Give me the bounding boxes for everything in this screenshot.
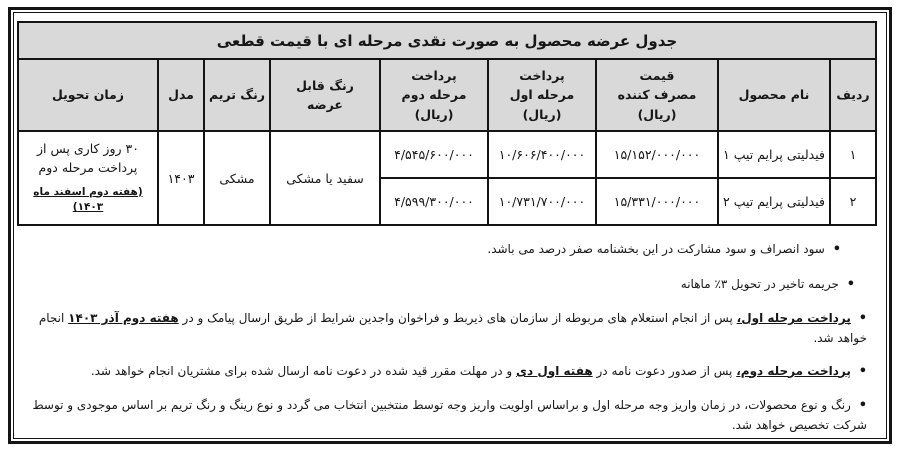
table-title: جدول عرضه محصول به صورت نقدی مرحله ای با قیمت قطعی [18, 22, 876, 59]
cell-second-payment-1: ۴/۵۴۵/۶۰۰/۰۰۰ [380, 131, 488, 178]
cell-product-name-1: فیدلیتی پرایم تیپ ۱ [718, 131, 830, 178]
note-item-second-payment [29, 362, 867, 382]
cell-row-number-2: ۲ [830, 178, 876, 225]
cell-trim-color: مشکی [204, 131, 270, 225]
bullet-icon: • [858, 398, 867, 413]
col-header-delivery-time: زمان تحویل [18, 59, 158, 131]
note-text-emphasis: پرداخت مرحله دوم، [736, 363, 851, 378]
note-item-color-allocation [29, 396, 867, 434]
col-header-row-number: ردیف [830, 59, 876, 131]
outer-frame [8, 7, 892, 444]
note-item-first-payment [29, 309, 867, 347]
delivery-time-text-line1: ۳۰ روز کاری پس از [37, 141, 139, 156]
cell-second-payment-2: ۴/۵۹۹/۳۰۰/۰۰۰ [380, 178, 488, 225]
col-header-consumer-price: قیمت مصرف کننده (ریال) [596, 59, 718, 131]
col-header-first-payment: پرداخت مرحله اول (ریال) [488, 59, 596, 131]
bullet-icon: • [832, 242, 841, 257]
bullet-icon: • [858, 311, 867, 326]
cell-model: ۱۴۰۳ [158, 131, 204, 225]
delivery-time-note: (هفته دوم اسفند ماه ۱۴۰۳) [33, 185, 143, 214]
col-header-available-color: رنگ قابل عرضه [270, 59, 380, 131]
cell-available-color: سفید یا مشکی [270, 131, 380, 225]
col-header-second-payment: پرداخت مرحله دوم (ریال) [380, 59, 488, 131]
col-header-product-name: نام محصول [718, 59, 830, 131]
cell-first-payment-2: ۱۰/۷۳۱/۷۰۰/۰۰۰ [488, 178, 596, 225]
cell-consumer-price-1: ۱۵/۱۵۲/۰۰۰/۰۰۰ [596, 131, 718, 178]
notes-section [23, 226, 877, 449]
note-text: سود انصراف و سود مشارکت در این بخشنامه صفر درصد می باشد. [487, 242, 825, 256]
note-item-cancellation-profit [29, 240, 841, 260]
note-item-delay-penalty [29, 275, 855, 295]
cell-delivery-time [18, 131, 158, 225]
note-text: رنگ و نوع محصولات، در زمان واریز وجه مرحله اول و براساس اولویت واریز وجه توسط منتخبین انتخاب می گردد و نوع رینگ و رنگ تریم بر اساس موجودی و توسط شرکت تخصیص خواهد شد. [32, 398, 867, 432]
note-text-emphasis: هفته اول دی [516, 363, 593, 378]
delivery-time-text-line2: پرداخت مرحله دوم [38, 159, 138, 175]
note-text: و در مهلت مقرر قید شده در دعوت نامه ارسال شده برای مشتریان انجام خواهد شد. [90, 363, 517, 378]
inner-frame [13, 12, 887, 439]
price-table [17, 21, 877, 226]
cell-consumer-price-2: ۱۵/۳۳۱/۰۰۰/۰۰۰ [596, 178, 718, 225]
note-text: جریمه تاخیر در تحویل ۳٪ ماهانه [680, 276, 839, 291]
col-header-model: مدل [158, 59, 204, 131]
note-text-emphasis: پرداخت مرحله اول، [736, 311, 851, 325]
bullet-icon: • [846, 276, 855, 292]
col-header-trim-color: رنگ تریم [204, 59, 270, 131]
note-text: انجام خواهد شد. [38, 311, 867, 345]
note-text-emphasis: هفته دوم آذر ۱۴۰۳ [68, 311, 179, 325]
note-text: پس از صدور دعوت نامه در [592, 363, 737, 378]
bullet-icon: • [858, 363, 867, 379]
cell-row-number-1: ۱ [830, 131, 876, 178]
cell-first-payment-1: ۱۰/۶۰۶/۴۰۰/۰۰۰ [488, 131, 596, 178]
note-text: پس از انجام استعلام های مربوطه از سازمان های ذیربط و فراخوان واجدین شرایط از طریق ارسال پیامک و در [178, 311, 737, 325]
cell-product-name-2: فیدلیتی پرایم تیپ ۲ [718, 178, 830, 225]
table-row-1 [18, 131, 876, 178]
